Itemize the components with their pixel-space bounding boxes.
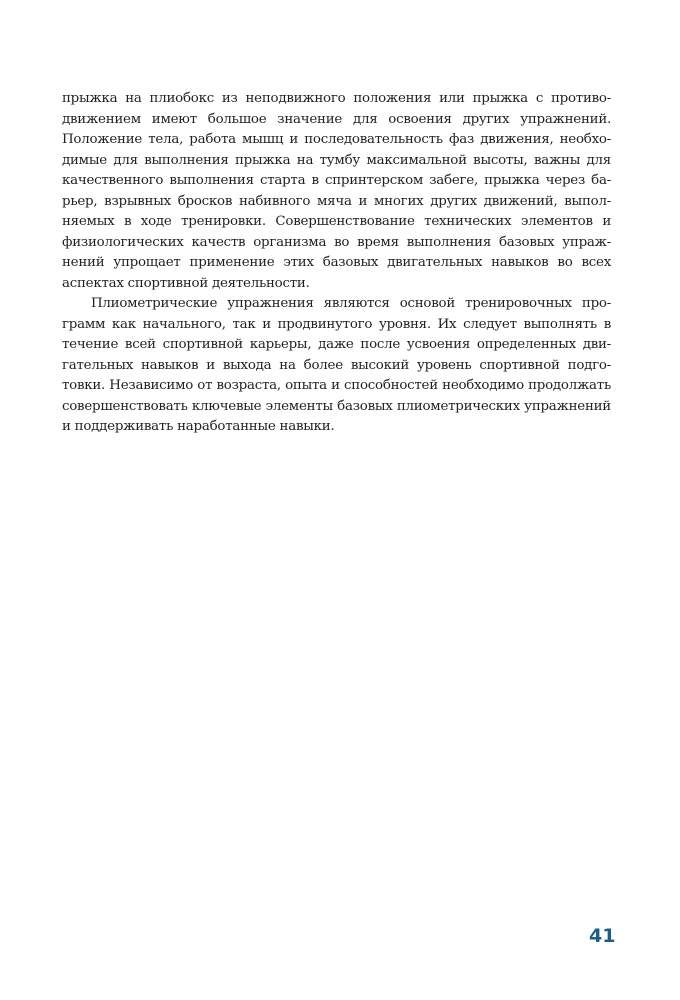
text-line: няемых в ходе тренировки. Совершенствование технических элементов и (62, 214, 611, 229)
text-line: совершенствовать ключевые элементы базовых плиометрических упражнений (62, 398, 611, 414)
text-line: качественного выполнения старта в спринтерском забеге, прыжка через ба- (62, 173, 611, 188)
text-line: рьер, взрывных бросков набивного мяча и многих других движений, выпол- (62, 193, 611, 209)
text-line: движением имеют большое значение для освоения других упражнений. (62, 111, 611, 127)
page-number: 41 (589, 925, 616, 947)
text-line: димые для выполнения прыжка на тумбу максимальной высоты, важны для (62, 152, 611, 168)
text-line: прыжка на плиобокс из неподвижного положения или прыжка с противо- (62, 91, 611, 106)
text-line: аспектах спортивной деятельности. (62, 275, 310, 291)
paragraph-2 (62, 294, 611, 438)
text-line: гательных навыков и выхода на более высокий уровень спортивной подго- (62, 357, 611, 373)
text-line: и поддерживать наработанные навыки. (62, 419, 335, 434)
paragraph-1 (62, 89, 611, 294)
text-line: грамм как начального, так и продвинутого уровня. Их следует выполнять в (62, 316, 611, 332)
text-line: нений упрощает применение этих базовых двигательных навыков во всех (62, 255, 611, 270)
text-line: Плиометрические упражнения являются основой тренировочных про- (91, 296, 611, 311)
body-text (62, 89, 611, 438)
text-line: Положение тела, работа мышц и последовательность фаз движения, необхо- (62, 132, 611, 147)
text-line: товки. Независимо от возраста, опыта и способностей необходимо продолжать (62, 378, 611, 393)
text-line: течение всей спортивной карьеры, даже после усвоения определенных дви- (62, 337, 611, 352)
text-line: физиологических качеств организма во время выполнения базовых упраж- (62, 234, 611, 250)
